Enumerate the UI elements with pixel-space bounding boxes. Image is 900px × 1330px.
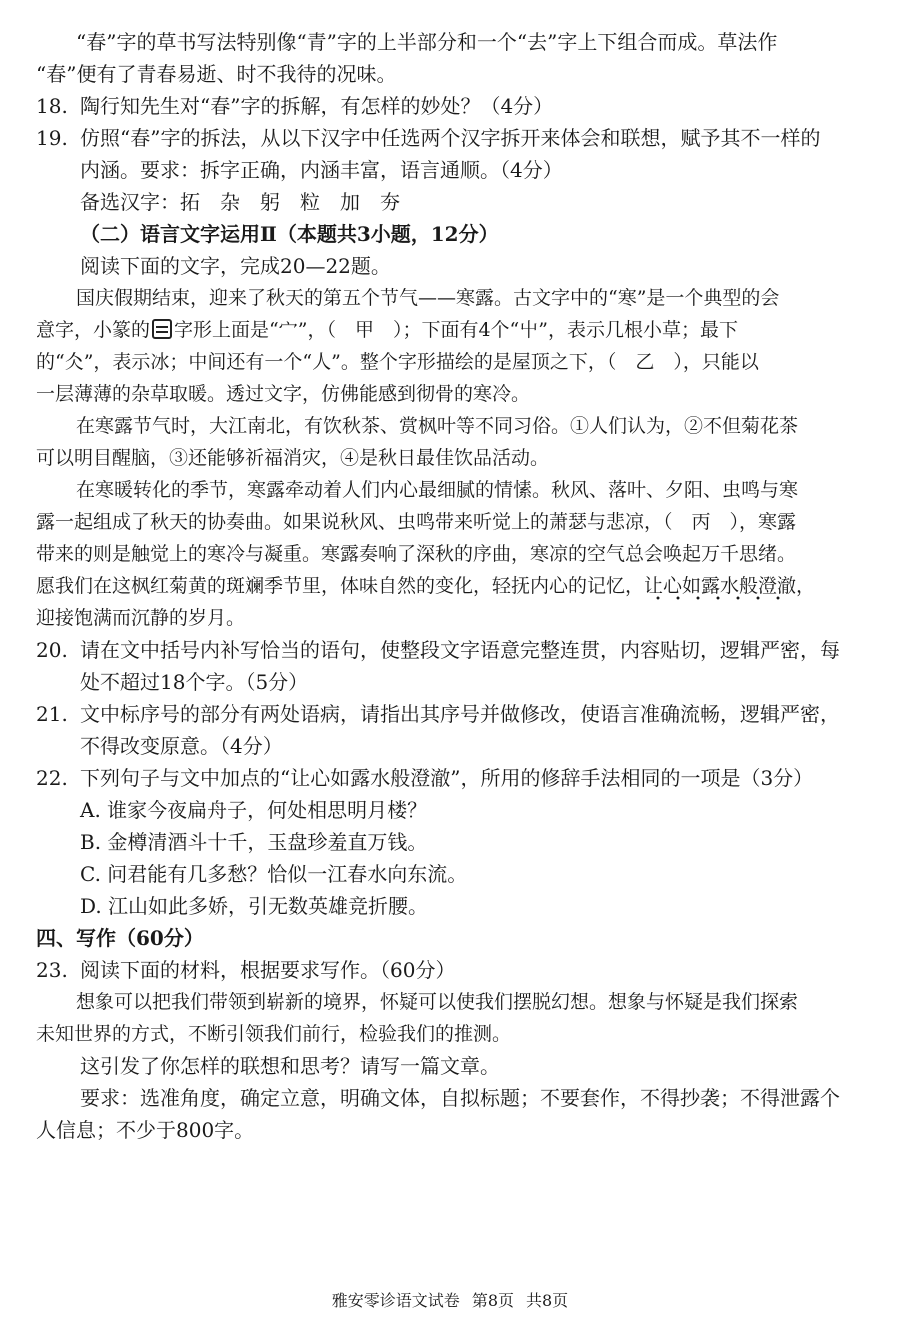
- paragraph-text: 可以明目醒脑，③还能够祈福消灾，④是秋日最佳饮品活动。: [36, 447, 550, 469]
- question-19-options: [0, 186, 900, 218]
- question-text: 文中标序号的部分有两处语病，请指出其序号并做修改，使语言准确流畅，逻辑严密，: [80, 702, 840, 726]
- option-text: B. 金樽清酒斗十千，玉盘珍羞直万钱。: [80, 830, 428, 854]
- paragraph-text: 字形上面是“宀”，（ 甲 ）；下面有4个“屮”，表示几根小草；最下: [174, 319, 738, 341]
- paragraph-text: 想象可以把我们带领到崭新的境界，怀疑可以使我们摆脱幻想。想象与怀疑是我们探索: [76, 991, 799, 1013]
- question-number: 21.: [36, 702, 68, 726]
- section-heading: [0, 218, 900, 250]
- question-22: [0, 762, 900, 794]
- text-line: [0, 346, 900, 378]
- question-number: 23.: [36, 958, 68, 982]
- text-line: [0, 314, 900, 346]
- question-text: 陶行知先生对“春”字的拆解，有怎样的妙处？（4分）: [80, 94, 554, 118]
- question-23: [0, 954, 900, 986]
- paragraph-text: 迎接饱满而沉静的岁月。: [36, 607, 246, 629]
- paragraph-text: “春”字的草书写法特别像“青”字的上半部分和一个“去”字上下组合而成。草法作: [76, 30, 778, 54]
- text-line: [0, 1050, 900, 1082]
- text-line: [0, 1082, 900, 1114]
- question-number: 19.: [36, 126, 68, 150]
- paragraph-text: 未知世界的方式，不断引领我们前行，检验我们的推测。: [36, 1023, 512, 1045]
- option-text: D. 江山如此多娇，引无数英雄竞折腰。: [80, 894, 429, 918]
- paragraph-text: 意字，小篆的: [36, 319, 151, 341]
- instruction-line: [0, 250, 900, 282]
- question-20-cont: [0, 666, 900, 698]
- exam-name: 雅安零诊语文试卷: [331, 1291, 460, 1310]
- section-title: （二）语言文字运用Ⅱ（本题共3小题，12分）: [80, 222, 499, 246]
- question-number: 18.: [36, 94, 68, 118]
- paragraph-text: 这引发了你怎样的联想和思考？请写一篇文章。: [80, 1054, 500, 1078]
- text-line: [0, 410, 900, 442]
- option-c: [0, 858, 900, 890]
- question-21-cont: [0, 730, 900, 762]
- instruction-text: 阅读下面的文字，完成20—22题。: [80, 254, 391, 278]
- text-line: [0, 1114, 900, 1146]
- text-line: [0, 506, 900, 538]
- question-text: 处不超过18个字。（5分）: [80, 670, 309, 694]
- paragraph-text: 愿我们在这枫红菊黄的斑斓季节里，体味自然的变化，轻抚内心的记忆，: [36, 575, 645, 597]
- text-line: [0, 26, 900, 58]
- emphasized-phrase: 让心如露水般澄澈: [644, 575, 796, 601]
- seal-script-han-icon: [152, 319, 172, 339]
- text-line: [0, 570, 900, 602]
- text-line: [0, 1018, 900, 1050]
- text-line: [0, 378, 900, 410]
- question-18: [0, 90, 900, 122]
- page-footer: [0, 1290, 900, 1312]
- requirements-text: 要求：选准角度，确定立意，明确文体，自拟标题；不要套作，不得抄袭；不得泄露个: [80, 1086, 840, 1110]
- paragraph-text: 国庆假期结束，迎来了秋天的第五个节气——寒露。古文字中的“寒”是一个典型的会: [76, 287, 780, 309]
- paragraph-text: 在寒露节气时，大江南北，有饮秋茶、赏枫叶等不同习俗。①人们认为，②不但菊花茶: [76, 415, 799, 437]
- paragraph-text: “春”便有了青春易逝、时不我待的况味。: [36, 62, 397, 86]
- text-line: [0, 442, 900, 474]
- question-text: 不得改变原意。（4分）: [80, 734, 283, 758]
- question-text: 仿照“春”字的拆法，从以下汉字中任选两个汉字拆开来体会和联想，赋予其不一样的: [80, 126, 821, 150]
- paragraph-text: 露一起组成了秋天的协奏曲。如果说秋风、虫鸣带来听觉上的萧瑟与悲凉，（ 丙 ），寒露: [36, 511, 797, 533]
- option-b: [0, 826, 900, 858]
- option-text: A. 谁家今夜扁舟子，何处相思明月楼？: [80, 798, 428, 822]
- page-content: [0, 26, 900, 1146]
- question-number: 20.: [36, 638, 68, 662]
- question-number: 22.: [36, 766, 68, 790]
- paragraph-text: ，: [796, 575, 816, 597]
- question-21: [0, 698, 900, 730]
- question-text: 阅读下面的材料，根据要求写作。（60分）: [80, 958, 456, 982]
- paragraph-text: 一层薄薄的杂草取暖。透过文字，仿佛能感到彻骨的寒冷。: [36, 383, 531, 405]
- paragraph-text: 的“仌”，表示冰；中间还有一个“人”。整个字形描绘的是屋顶之下，（ 乙 ），只能以: [36, 351, 759, 373]
- page-total: 共8页: [526, 1291, 569, 1310]
- question-19: [0, 122, 900, 154]
- paragraph-text: 在寒暖转化的季节，寒露牵动着人们内心最细腻的情愫。秋风、落叶、夕阳、虫鸣与寒: [76, 479, 799, 501]
- text-line: [0, 986, 900, 1018]
- option-a: [0, 794, 900, 826]
- page-number: 第8页: [471, 1291, 514, 1310]
- requirements-text: 人信息；不少于800字。: [36, 1118, 255, 1142]
- section-title: 四、写作（60分）: [36, 926, 204, 950]
- text-line: [0, 602, 900, 634]
- candidate-characters: 备选汉字：拓 杂 躬 粒 加 夯: [80, 190, 400, 214]
- text-line: [0, 474, 900, 506]
- question-19-cont: [0, 154, 900, 186]
- paragraph-text: 带来的则是触觉上的寒冷与凝重。寒露奏响了深秋的序曲，寒凉的空气总会唤起万千思绪。: [36, 543, 797, 565]
- option-d: [0, 890, 900, 922]
- text-line: [0, 538, 900, 570]
- text-line: [0, 58, 900, 90]
- text-line: [0, 282, 900, 314]
- question-text: 内涵。要求：拆字正确，内涵丰富，语言通顺。（4分）: [80, 158, 563, 182]
- question-text: 下列句子与文中加点的“让心如露水般澄澈”，所用的修辞手法相同的一项是（3分）: [80, 766, 814, 790]
- option-text: C. 问君能有几多愁？恰似一江春水向东流。: [80, 862, 468, 886]
- question-text: 请在文中括号内补写恰当的语句，使整段文字语意完整连贯，内容贴切，逻辑严密，每: [80, 638, 840, 662]
- section-heading: [0, 922, 900, 954]
- question-20: [0, 634, 900, 666]
